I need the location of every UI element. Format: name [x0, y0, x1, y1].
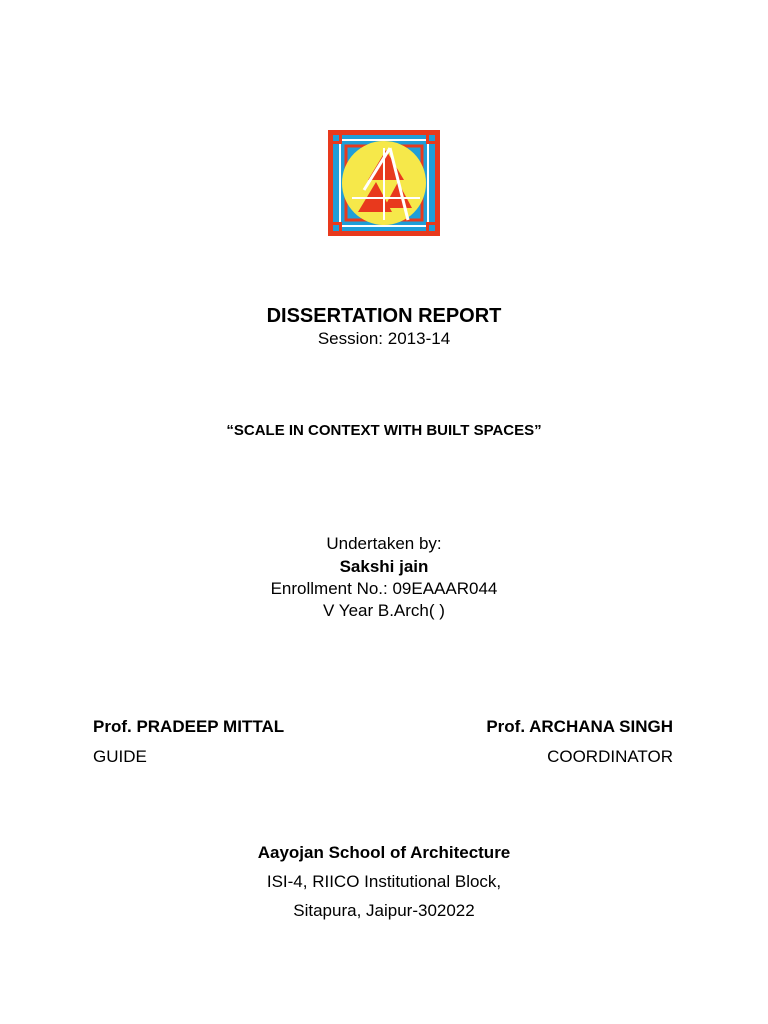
undertaken-label: Undertaken by:	[326, 534, 442, 553]
session-text: Session: 2013-14	[317, 329, 451, 348]
institution-address-line1: ISI-4, RIICO Institutional Block,	[266, 872, 502, 891]
guide-name: Prof. PRADEEP MITTAL	[93, 717, 285, 736]
report-title: DISSERTATION REPORT	[266, 305, 502, 327]
coordinator-name: Prof. ARCHANA SINGH	[486, 717, 673, 736]
dissertation-topic: “SCALE IN CONTEXT WITH BUILT SPACES”	[226, 422, 542, 439]
coordinator-role: COORDINATOR	[547, 747, 673, 766]
coordinator-block	[486, 717, 673, 767]
institution-name: Aayojan School of Architecture	[257, 843, 511, 862]
guide-role: GUIDE	[93, 747, 147, 766]
school-logo-icon	[328, 130, 440, 236]
enrollment-number: Enrollment No.: 09EAAAR044	[270, 579, 498, 598]
student-name: Sakshi jain	[339, 557, 429, 576]
guide-block	[93, 717, 284, 767]
institution-address-line2: Sitapura, Jaipur-302022	[293, 901, 475, 920]
student-year: V Year B.Arch( )	[323, 601, 445, 620]
